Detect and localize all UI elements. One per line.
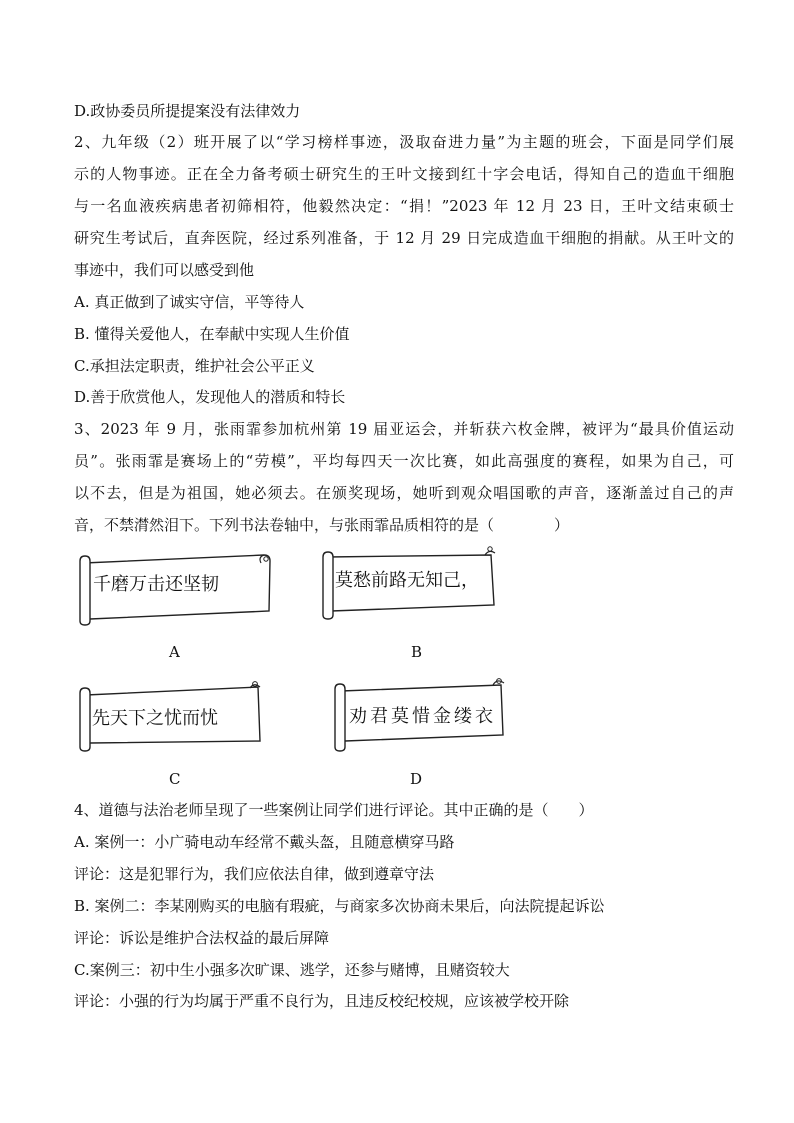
line-q2-option-b: B. 懂得关爱他人，在奉献中实现人生价值 [74, 325, 350, 343]
line-q2-option-d: D.善于欣赏他人，发现他人的潜质和特长 [74, 388, 346, 406]
scroll-option-d [333, 675, 511, 753]
line-q2-option-c: C.承担法定职责，维护社会公平正义 [74, 357, 315, 375]
line-q4-option-c-comment: 评论：小强的行为均属于严重不良行为，且违反校纪校规，应该被学校开除 [74, 992, 570, 1010]
line-q4-option-a-comment: 评论：这是犯罪行为，我们应依法自律，做到遵章守法 [74, 865, 435, 883]
line-q3-stem-1: 3、2023 年 9 月，张雨霏参加杭州第 19 届亚运会，并斩获六枚金牌，被评为“最具价值运动 [74, 420, 734, 438]
scroll-a-letter: A [169, 643, 180, 661]
scroll-option-b [321, 543, 501, 621]
scroll-a-text: 千磨万击还坚韧 [93, 574, 219, 595]
scroll-option-c [78, 679, 265, 753]
line-q3-stem-3: 以不去，但是为祖国，她必须去。在颁奖现场，她听到观众唱国歌的声音，逐渐盖过自己的声 [74, 484, 734, 502]
scroll-b-letter: B [411, 643, 423, 661]
line-q2-stem-5: 事迹中，我们可以感受到他 [74, 261, 255, 279]
line-q2-stem-2: 示的人物事迹。正在全力备考硕士研究生的王叶文接到红十字会电话，得知自己的造血干细胞 [74, 165, 734, 183]
scroll-option-a [78, 549, 273, 624]
line-q3-stem-2: 员”。张雨霏是赛场上的“劳模”，平均每四天一次比赛，如此高强度的赛程，如果为自己，可 [74, 452, 734, 470]
scroll-c-text: 先天下之忧而忧 [92, 708, 218, 729]
scroll-d-text: 劝君莫惜金缕衣 [349, 706, 496, 727]
scroll-c-letter: C [169, 770, 181, 788]
line-q4-option-a: A. 案例一：小广骑电动车经常不戴头盔，且随意横穿马路 [74, 833, 455, 851]
line-q2-option-a: A. 真正做到了诚实守信，平等待人 [74, 293, 305, 311]
scroll-b-text: 莫愁前路无知己， [335, 570, 479, 591]
line-q4-option-b-comment: 评论：诉讼是维护合法权益的最后屏障 [74, 929, 330, 947]
line-q4-stem: 4、道德与法治老师呈现了一些案例让同学们进行评论。其中正确的是（ ） [74, 801, 594, 819]
line-q2-stem-1: 2、九年级（2）班开展了以“学习榜样事迹，汲取奋进力量”为主题的班会，下面是同学们展 [74, 133, 734, 151]
line-q1-option-d: D.政协委员所提提案没有法律效力 [74, 102, 301, 120]
line-q2-stem-3: 与一名血液疾病患者初筛相符，他毅然决定：“捐！”2023 年 12 月 23 日，王叶文结束硕士 [74, 197, 734, 215]
line-q3-stem-4: 音，不禁潸然泪下。下列书法卷轴中，与张雨霏品质相符的是（ ） [74, 516, 570, 534]
line-q2-stem-4: 研究生考试后，直奔医院，经过系列准备，于 12 月 29 日完成造血干细胞的捐献。从王叶文的 [74, 229, 734, 247]
line-q4-option-b: B. 案例二：李某刚购买的电脑有瑕疵，与商家多次协商未果后，向法院提起诉讼 [74, 897, 605, 915]
scroll-d-letter: D [410, 770, 423, 788]
line-q4-option-c: C.案例三：初中生小强多次旷课、逃学，还参与赌博，且赌资较大 [74, 961, 510, 979]
